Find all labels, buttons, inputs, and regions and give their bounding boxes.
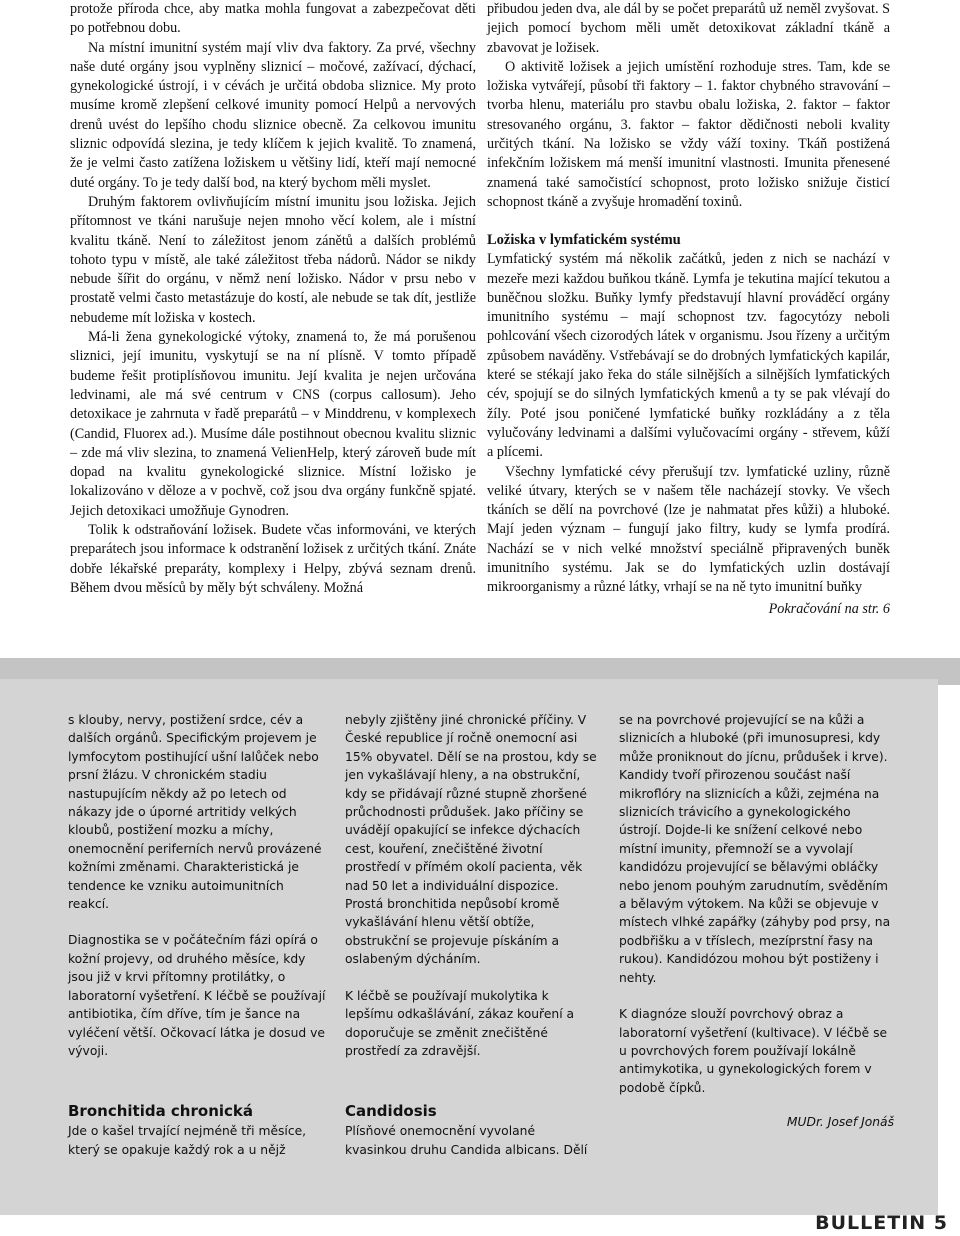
box-heading: Candidosis	[345, 1102, 437, 1121]
box-paragraph: s klouby, nervy, postižení srdce, cév a dalších orgánů. Specifickým projevem je lymfocytom postihující ušní lalůček nebo prsní žlázu. V chronickém stadiu nastupujícím někdy až po letech od nákazy jde o úporné artritidy velkých kloubů, postižení mozku a míchy, onemocnění periferních nervů provázené kožními změnami. Charakteristická je tendence ke vzniku autoimunitních reakcí.	[68, 713, 322, 912]
box-paragraph: Jde o kašel trvající nejméně tři měsíce, který se opakuje každý rok a u nějž	[68, 1124, 307, 1157]
paragraph: protože příroda chce, aby matka mohla fungovat a zabezpečovat děti po potřebnou dobu.	[70, 1, 476, 37]
spacer	[487, 212, 890, 231]
author-signature: MUDr. Josef Jonáš	[786, 1115, 894, 1130]
box-corner-band	[938, 679, 960, 685]
paragraph: Na místní imunitní systém mají vliv dva faktory. Za prvé, všechny naše duté orgány jsou vyplněny sliznicí – močové, zažívací, dýchací, gynekologické ústrojí, i v cévách je určitá obdoba sliznice. My proto musíme kromě zlepšení celkové imunity pomocí Helpů a nervových drenů uvést do lepšího chodu sliznice obecně. Za celkovou imunitu sliznic odpovídá slezina, je tedy klíčem k jejich kvalitě. To znamená, že je velmi často zatížena ložiskem u většiny lidí, kteří mají nemocné duté orgány. To je tedy další bod, na který bychom měli myslet.	[70, 39, 476, 191]
box-column-3	[619, 711, 894, 1132]
box-paragraph: nebyly zjištěny jiné chronické příčiny. V České republice jí ročně onemocní asi 15% obyvatel. Dělí se na prostou, kdy se jen vykašlávají hleny, a na obstrukční, kdy se přidávají různé stupně zhoršené průchodnosti průdušek. Jako příčiny se uvádějí opakující se infekce dýchacích cest, kouření, znečištěné životní prostředí v přímém okolí pacienta, věk nad 50 let a individuální dispozice. Prostá bronchitida nepůsobí kromě vykašlávání hlenu větší obtíže, obstrukční se projevuje pískáním a oslabeným dýcháním.	[345, 713, 597, 967]
box-column-2	[345, 711, 600, 1159]
box-heading: Bronchitida chronická	[68, 1102, 254, 1121]
left-article-column	[70, 0, 476, 598]
box-paragraph: K diagnóze slouží povrchový obraz a laboratorní vyšetření (kultivace). V léčbě se u povrchových forem používají lokálně antimykotika, u gynekologických forem v podobě čípků.	[619, 1007, 888, 1095]
paragraph: Tolik k odstraňování ložisek. Budete včas informováni, ve kterých preparátech jsou informace k odstranění ložisek z určitých tkání. Znáte dobře lékařské preparáty, komplexy i Helpy, zbývá seznam drenů. Během dvou měsíců by měly být schváleny. Možná	[70, 522, 476, 596]
paragraph: O aktivitě ložisek a jejich umístění rozhoduje stres. Tam, kde se ložiska vytvářejí, působí tři faktory – 1. faktor chybného stravování – tvorba hlenu, materiálu pro stavbu obalu ložiska, 2. faktor – faktor stresovaného orgánu, 3. faktor – faktor dědičnosti neboli kvality určitých tkání. Na ložisko se vždy váží toxiny. Tkáň postižená infekčním ložiskem má menší imunitní vlastnosti. Imunita přenesené znamená také samočistící schopnost, proto ložisko snižuje čisticí schopnost tkáně a zvyšuje hromadění toxinů.	[487, 58, 890, 210]
paragraph: Má-li žena gynekologické výtoky, znamená to, že má porušenou sliznici, její imunitu, vyskytují se na ní plísně. V tomto případě budeme řešit protiplísňovou imunitu. Její kvalita je nejen určována ledvinami, ale má své centrum v CNS (corpus callosum). Jeho detoxikace je zahrnuta v řadě preparátů – v Minddrenu, v komplexech (Candid, Fluorex ad.). Musíme dále postihnout obecnou kvalitu sliznic – zde má vliv slezina, to znamená VelienHelp, který zároveň bude mít dopad na kvalitu gynekologické sliznice. Místní ložisko je lokalizováno v děloze a v pochvě, což jsou dva orgány funkčně spjaté. Jejich detoxikaci umožňuje Gynodren.	[70, 329, 476, 519]
paragraph: Lymfatický systém má několik začátků, jeden z nich se nachází v mezeře mezi každou buňkou tkáně. Lymfa je tekutina mající tekutou a buněčnou složku. Buňky lymfy představují hlavní prováděcí orgány imunitního systému – mají schopnost tzv. fagocytózy neboli pohlcování všech cizorodých látek v organismu. Jsou řízeny a určitým způsobem naváděny. Vstřebávají se do drobných lymfatických kapilár, které se stékají jako řeka do stále silnějších a silnějších lymfatických cév, spojují se do silných lymfatických kmenů a ty se pak vlévají do žíly. Poté jsou poničené lymfatické buňky rozkládány a z těla vylučovány ledvinami a dalšími vylučovacími orgány - střevem, kůží a plícemi.	[487, 251, 890, 461]
paragraph: přibudou jeden dva, ale dál by se počet preparátů už neměl zvyšovat. S jejich pomocí bychom měli umět detoxikovat základní tkáně a zbavovat je ložisek.	[487, 1, 890, 56]
box-top-band	[0, 658, 960, 679]
right-article-column	[487, 0, 890, 619]
section-heading: Ložiska v lymfatickém systému	[487, 232, 681, 249]
box-paragraph: Diagnostika se v počátečním fázi opírá o kožní projevy, od druhého měsíce, kdy jsou již v krvi přítomny protilátky, o laboratorní vyšetření. K léčbě se používají antibiotika, čím dříve, tím je šance na vyléčení větší. Očkovací látka je dosud ve vývoji.	[68, 933, 326, 1058]
box-column-1	[68, 711, 326, 1159]
box-paragraph: se na povrchové projevující se na kůži a sliznicích a hluboké (při imunosupresi, kdy může proniknout do jícnu, průdušek i krve). Kandidy tvoří přirozenou součást naší mikroflóry na sliznicích a kůži, zejména na sliznicích trávicího a gynekologického ústrojí. Dojde-li ke snížení celkové nebo místní imunity, přemnoží se a vyvolají kandidózu projevující se bělavými obláčky nebo jenom pouhým zarudnutím, svěděním a bělavým výtokem. Na kůži se objevuje v místech vlhké zapářky (záhyby pod prsy, na podbřišku a v tříslech, mezíprstní řasy na rukou). Kandidózou mohou být postiženy i nehty.	[619, 713, 891, 985]
paragraph: Všechny lymfatické cévy přerušují tzv. lymfatické uzliny, různě veliké útvary, kterých se v našem těle nacházejí stovky. Ve všech tkáních se dělí na povrchové (lze je nahmatat přes kůži) a hluboké. Mají jeden význam – fungují jako filtry, kudy se lymfa prodírá. Nachází se v nich velké množství speciálně připravených buněk imunitního systému. Jak se do lymfatických uzlin dostávají mikroorganismy a různé látky, vrhají se na ně tyto imunitní buňky	[487, 463, 890, 596]
continued-note: Pokračování na str. 6	[768, 600, 890, 617]
box-paragraph: Plísňové onemocnění vyvolané kvasinkou druhu Candida albicans. Dělí	[345, 1124, 588, 1157]
page-footer: BULLETIN 5	[815, 1212, 948, 1234]
paragraph: Druhým faktorem ovlivňujícím místní imunitu jsou ložiska. Jejich přítomnost ve tkáni narušuje nejen mnoho věcí kolem, ale i místní kvalitu tkáně. Není to záležitost jenom zánětů a dalších problémů tohoto typu v místě, ale také záležitost třeba nádorů. Nádor se nikdy nebude šířit do orgánu, v němž není ložisko. Nádor v prsu nebo v prostatě velmi často metastázuje do kostí, ale nebude se tak dít, jestliže nebudeme mít ložiska v kostech.	[70, 193, 476, 326]
box-paragraph: K léčbě se používají mukolytika k lepšímu odkašlávání, zákaz kouření a doporučuje se změnit znečištěné prostředí za zdravější.	[345, 988, 575, 1058]
